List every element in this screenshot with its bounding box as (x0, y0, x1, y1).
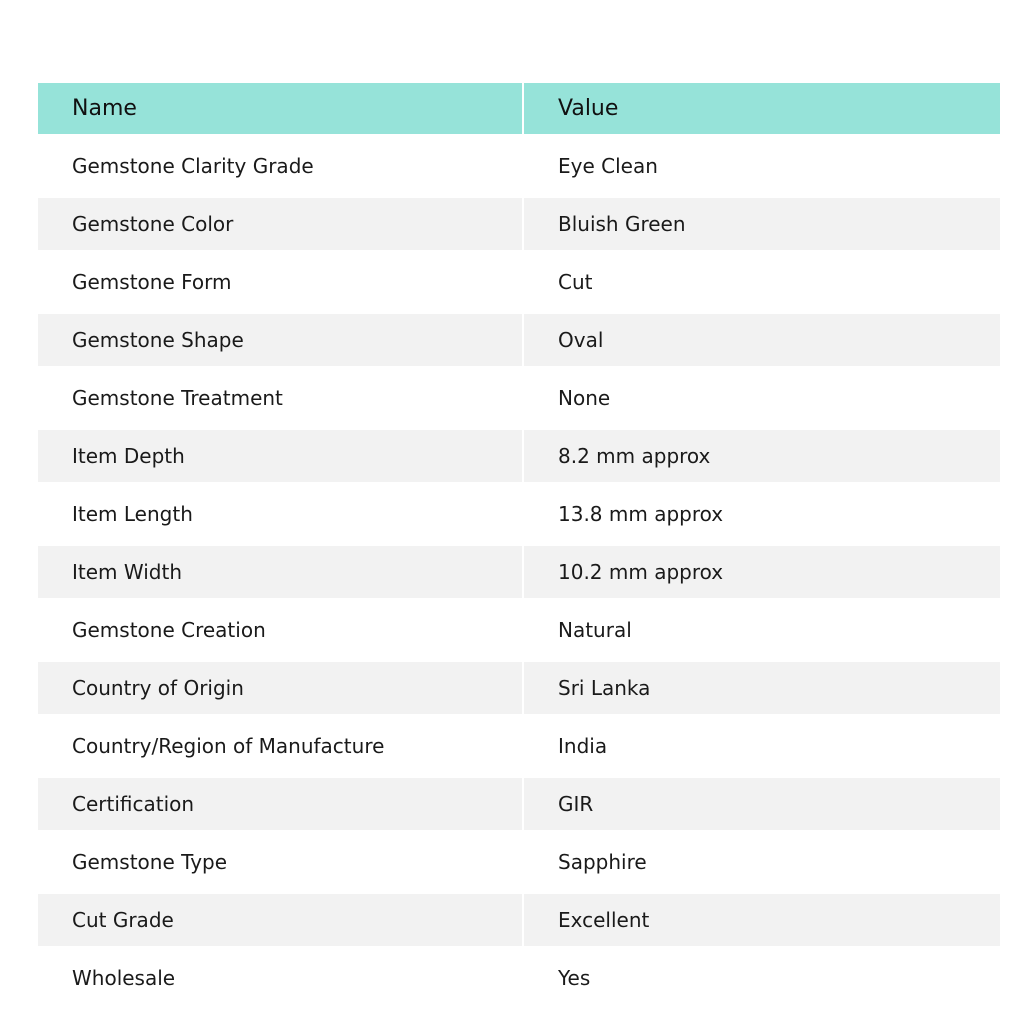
spec-name-cell: Gemstone Color (38, 195, 523, 253)
table-row (38, 253, 1000, 311)
spec-value-cell: Bluish Green (523, 195, 1000, 253)
spec-name-cell: Gemstone Creation (38, 601, 523, 659)
column-header-value: Value (523, 83, 1000, 137)
table-row (38, 137, 1000, 195)
table-row (38, 833, 1000, 891)
spec-name-cell: Wholesale (38, 949, 523, 1004)
table-row (38, 485, 1000, 543)
spec-value-cell: Cut (523, 253, 1000, 311)
spec-name-cell: Item Depth (38, 427, 523, 485)
table-row (38, 891, 1000, 949)
table-row (38, 311, 1000, 369)
spec-value-cell: GIR (523, 775, 1000, 833)
spec-name-cell: Gemstone Form (38, 253, 523, 311)
spec-value-cell: India (523, 717, 1000, 775)
column-header-name: Name (38, 83, 523, 137)
spec-value-cell: None (523, 369, 1000, 427)
spec-name-cell: Country of Origin (38, 659, 523, 717)
spec-value-cell: 8.2 mm approx (523, 427, 1000, 485)
table-header (38, 83, 1000, 137)
table-row (38, 717, 1000, 775)
spec-value-cell: Excellent (523, 891, 1000, 949)
spec-name-cell: Gemstone Type (38, 833, 523, 891)
spec-value-cell: Sapphire (523, 833, 1000, 891)
table-row (38, 543, 1000, 601)
spec-value-cell: Yes (523, 949, 1000, 1004)
table-row (38, 427, 1000, 485)
specifications-table (38, 83, 1000, 1004)
table-row (38, 775, 1000, 833)
spec-value-cell: Sri Lanka (523, 659, 1000, 717)
spec-value-cell: Eye Clean (523, 137, 1000, 195)
spec-value-cell: Natural (523, 601, 1000, 659)
spec-name-cell: Country/Region of Manufacture (38, 717, 523, 775)
spec-value-cell: 10.2 mm approx (523, 543, 1000, 601)
table-row (38, 659, 1000, 717)
table-body (38, 137, 1000, 1004)
table-row (38, 369, 1000, 427)
spec-name-cell: Certification (38, 775, 523, 833)
table-row (38, 195, 1000, 253)
spec-value-cell: Oval (523, 311, 1000, 369)
spec-name-cell: Gemstone Clarity Grade (38, 137, 523, 195)
spec-name-cell: Item Length (38, 485, 523, 543)
spec-name-cell: Gemstone Treatment (38, 369, 523, 427)
spec-name-cell: Gemstone Shape (38, 311, 523, 369)
table-row (38, 601, 1000, 659)
table-header-row (38, 83, 1000, 137)
spec-name-cell: Cut Grade (38, 891, 523, 949)
spec-value-cell: 13.8 mm approx (523, 485, 1000, 543)
table-row (38, 949, 1000, 1004)
spec-name-cell: Item Width (38, 543, 523, 601)
